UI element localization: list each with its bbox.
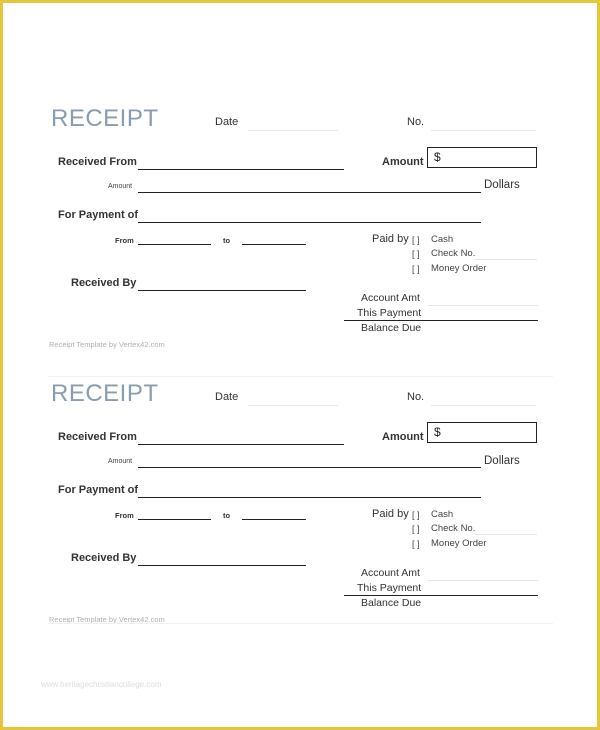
receipt-number-field[interactable] [431,130,536,131]
account-amt-label: Account Amt [361,292,420,304]
received-by-label: Received By [71,552,137,564]
receipt-number-field[interactable] [431,405,536,406]
amount-label: Amount [382,156,424,168]
received-by-label: Received By [71,277,137,289]
dollars-label: Dollars [484,179,520,191]
cash-label: Cash [431,234,454,245]
date-field[interactable] [248,405,338,406]
check-number-field[interactable] [475,534,537,535]
no-label: No. [407,116,425,128]
amount-words-label: Amount [108,183,133,190]
from-label: From [115,236,134,245]
amount-words-label: Amount [108,458,133,465]
money-order-checkbox[interactable]: [ ] [412,264,420,274]
cash-checkbox[interactable]: [ ] [412,235,420,245]
this-payment-label: This Payment [357,582,422,594]
amount-words-field[interactable] [138,467,481,468]
from-label: From [115,511,134,520]
balance-due-label: Balance Due [361,322,422,334]
date-label: Date [215,391,239,403]
this-payment-field[interactable] [344,595,538,596]
template-credit: Receipt Template by Vertex42.com [49,615,165,624]
amount-label: Amount [382,431,424,443]
receipt-page [3,3,597,727]
date-label: Date [215,116,239,128]
check-label: Check No. [431,523,476,534]
this-payment-label: This Payment [357,307,422,319]
balance-due-label: Balance Due [361,597,422,609]
check-label: Check No. [431,248,476,259]
for-payment-label: For Payment of [58,484,139,496]
received-by-field[interactable] [138,565,306,566]
currency-symbol: $ [434,150,441,164]
received-from-label: Received From [58,156,137,168]
paid-by-label: Paid by [372,233,409,245]
amount-field[interactable] [427,422,537,443]
cash-label: Cash [431,509,454,520]
amount-field[interactable] [427,147,537,168]
money-order-label: Money Order [431,263,487,274]
date-field[interactable] [248,130,338,131]
receipt-divider-bottom [48,623,553,624]
to-date-field[interactable] [242,519,306,520]
template-credit: Receipt Template by Vertex42.com [49,340,165,349]
account-amt-label: Account Amt [361,567,420,579]
receipt-title: RECEIPT [51,380,159,407]
no-label: No. [407,391,425,403]
for-payment-label: For Payment of [58,209,139,221]
from-date-field[interactable] [138,519,211,520]
to-label: to [223,236,231,245]
currency-symbol: $ [434,425,441,439]
to-date-field[interactable] [242,244,306,245]
watermark: www.heritagechristiancollege.com [41,680,162,689]
from-date-field[interactable] [138,244,211,245]
to-label: to [223,511,231,520]
amount-words-field[interactable] [138,192,481,193]
dollars-label: Dollars [484,455,520,467]
money-order-checkbox[interactable]: [ ] [412,539,420,549]
for-payment-field[interactable] [138,497,481,498]
receipt-form-2 [3,278,597,624]
received-from-field[interactable] [138,444,344,445]
for-payment-field[interactable] [138,222,481,223]
money-order-label: Money Order [431,538,487,549]
received-from-label: Received From [58,431,137,443]
account-amt-field[interactable] [428,580,538,581]
paid-by-label: Paid by [372,508,409,520]
check-checkbox[interactable]: [ ] [412,249,420,259]
cash-checkbox[interactable]: [ ] [412,510,420,520]
receipt-title: RECEIPT [51,105,159,132]
received-from-field[interactable] [138,169,344,170]
check-checkbox[interactable]: [ ] [412,524,420,534]
check-number-field[interactable] [475,259,537,260]
receipt-form-1 [3,3,597,349]
